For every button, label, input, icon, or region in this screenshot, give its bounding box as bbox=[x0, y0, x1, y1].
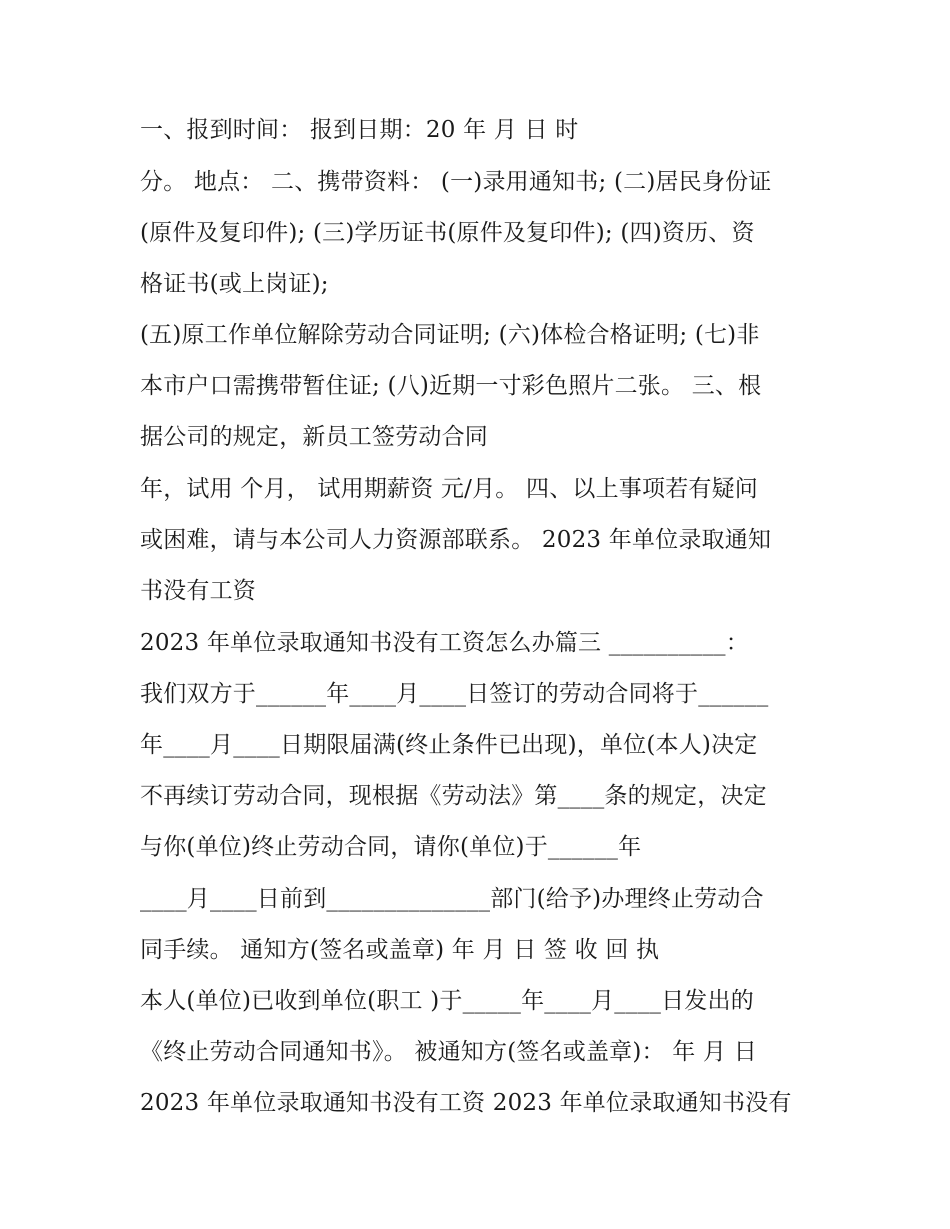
text-line: 同手续。 通知方(签名或盖章) 年 月 日 签 收 回 执 bbox=[140, 937, 660, 963]
text-line: 格证书(或上岗证); bbox=[140, 271, 329, 297]
text-line: 与你(单位)终止劳动合同，请你(单位)于______年 bbox=[140, 834, 642, 860]
text-line: 我们双方于______年____月____日签订的劳动合同将于______ bbox=[140, 681, 769, 707]
text-line: 2023 年单位录取通知书没有工资怎么办篇三 __________： bbox=[140, 630, 749, 656]
text-line: 本市户口需携带暂住证; (八)近期一寸彩色照片二张。 三、根 bbox=[140, 373, 762, 399]
text-line: 年，试用 个月， 试用期薪资 元/月。 四、以上事项若有疑问 bbox=[140, 476, 758, 502]
text-line: 不再续订劳动合同，现根据《劳动法》第____条的规定，决定 bbox=[140, 783, 767, 809]
text-line: 2023 年单位录取通知书没有工资 2023 年单位录取通知书没有 bbox=[140, 1090, 792, 1116]
text-line: (五)原工作单位解除劳动合同证明; (六)体检合格证明; (七)非 bbox=[140, 322, 760, 348]
text-line: 或困难，请与本公司人力资源部联系。 2023 年单位录取通知 bbox=[140, 527, 772, 553]
text-line: 年____月____日期限届满(终止条件已出现)，单位(本人)决定 bbox=[140, 732, 758, 758]
text-line: 书没有工资 bbox=[140, 578, 256, 604]
text-line: (原件及复印件); (三)学历证书(原件及复印件); (四)资历、资 bbox=[140, 220, 755, 246]
text-line: 《终止劳动合同通知书》。 被通知方(签名或盖章)： 年 月 日 bbox=[140, 1039, 757, 1065]
text-line: 本人(单位)已收到单位(职工 )于_____年____月____日发出的 bbox=[140, 988, 754, 1014]
text-line: 分。 地点： 二、携带资料： (一)录用通知书; (二)居民身份证 bbox=[140, 169, 772, 195]
text-line: ____月____日前到______________部门(给予)办理终止劳动合 bbox=[140, 886, 764, 912]
text-line: 据公司的规定，新员工签劳动合同 bbox=[140, 424, 488, 450]
text-line: 一、报到时间： 报到日期：20 年 月 日 时 bbox=[140, 117, 579, 143]
